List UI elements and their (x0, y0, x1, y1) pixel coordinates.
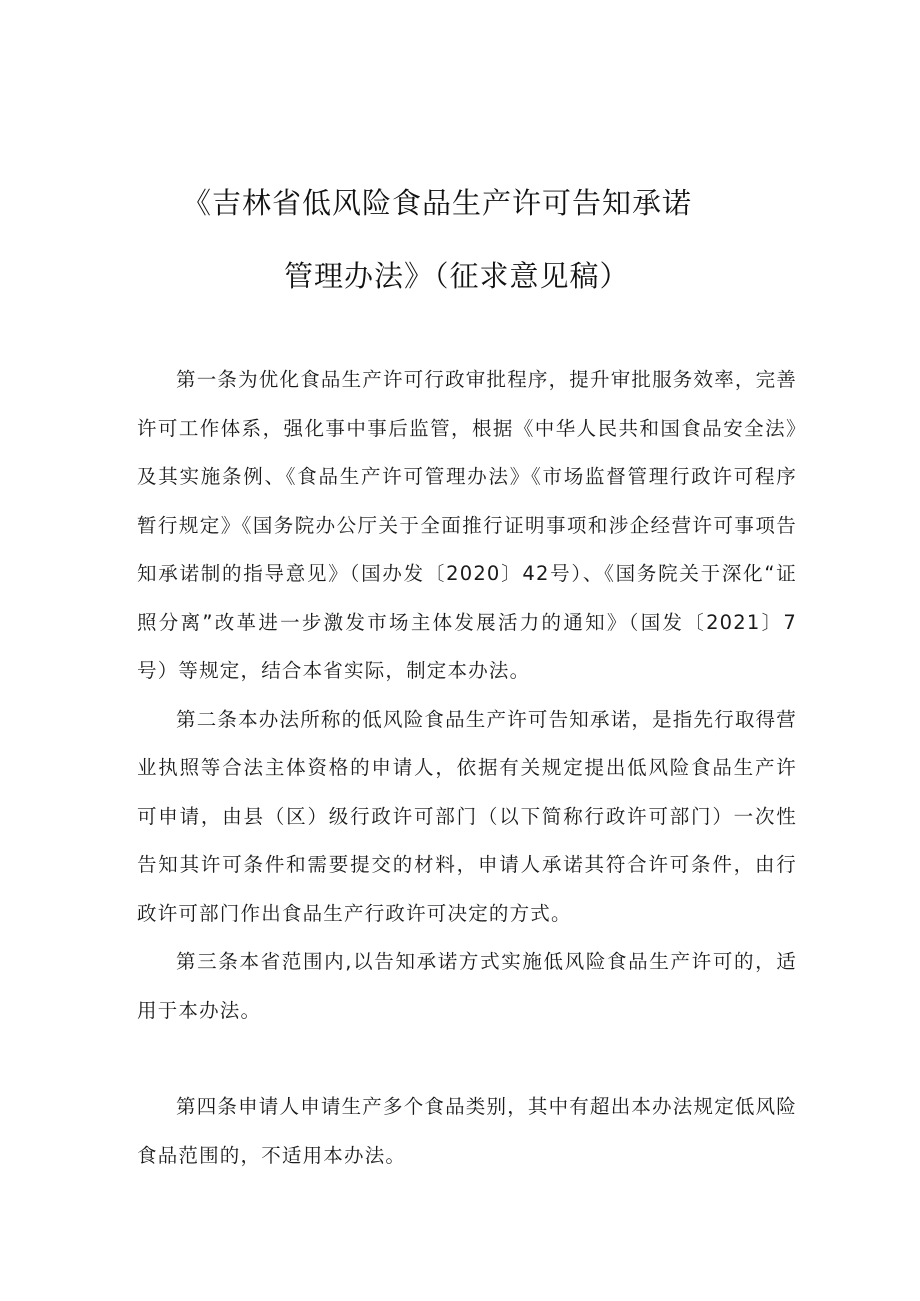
article-3-paragraph: 第三条本省范围内,以告知承诺方式实施低风险食品生产许可的，适用于本办法。 (137, 950, 797, 1022)
article-2-paragraph: 第二条本办法所称的低风险食品生产许可告知承诺，是指先行取得营业执照等合法主体资格的申请人，依据有关规定提出低风险食品生产许可申请，由县（区）级行政许可部门（以下简称行政许可部门）一次性告知其许可条件和需要提交的材料，申请人承诺其符合许可条件，由行政许可部门作出食品生产行政许可决定的方式。 (137, 707, 798, 925)
document-title-line-2: 管理办法》（征求意见稿） (284, 259, 630, 293)
document-body (137, 356, 797, 1180)
article-4-paragraph: 第四条申请人申请生产多个食品类别，其中有超出本办法规定低风险食品范围的，不适用本办法。 (137, 1095, 798, 1167)
document-title-line-1: 《吉林省低风险食品生产许可告知承诺 (182, 186, 693, 220)
article-1-paragraph: 第一条为优化食品生产许可行政审批程序，提升审批服务效率，完善许可工作体系，强化事中事后监管，根据《中华人民共和国食品安全法》及其实施条例、《食品生产许可管理办法》《市场监督管理行政许可程序暂行规定》《国务院办公厅关于全面推行证明事项和涉企经营许可事项告知承诺制的指导意见》（国办发〔2020〕42号）、《国务院关于深化“证照分离”改革进一步激发市场主体发展活力的通知》（国发〔2021〕7号）等规定，结合本省实际，制定本办法。 (137, 368, 798, 682)
